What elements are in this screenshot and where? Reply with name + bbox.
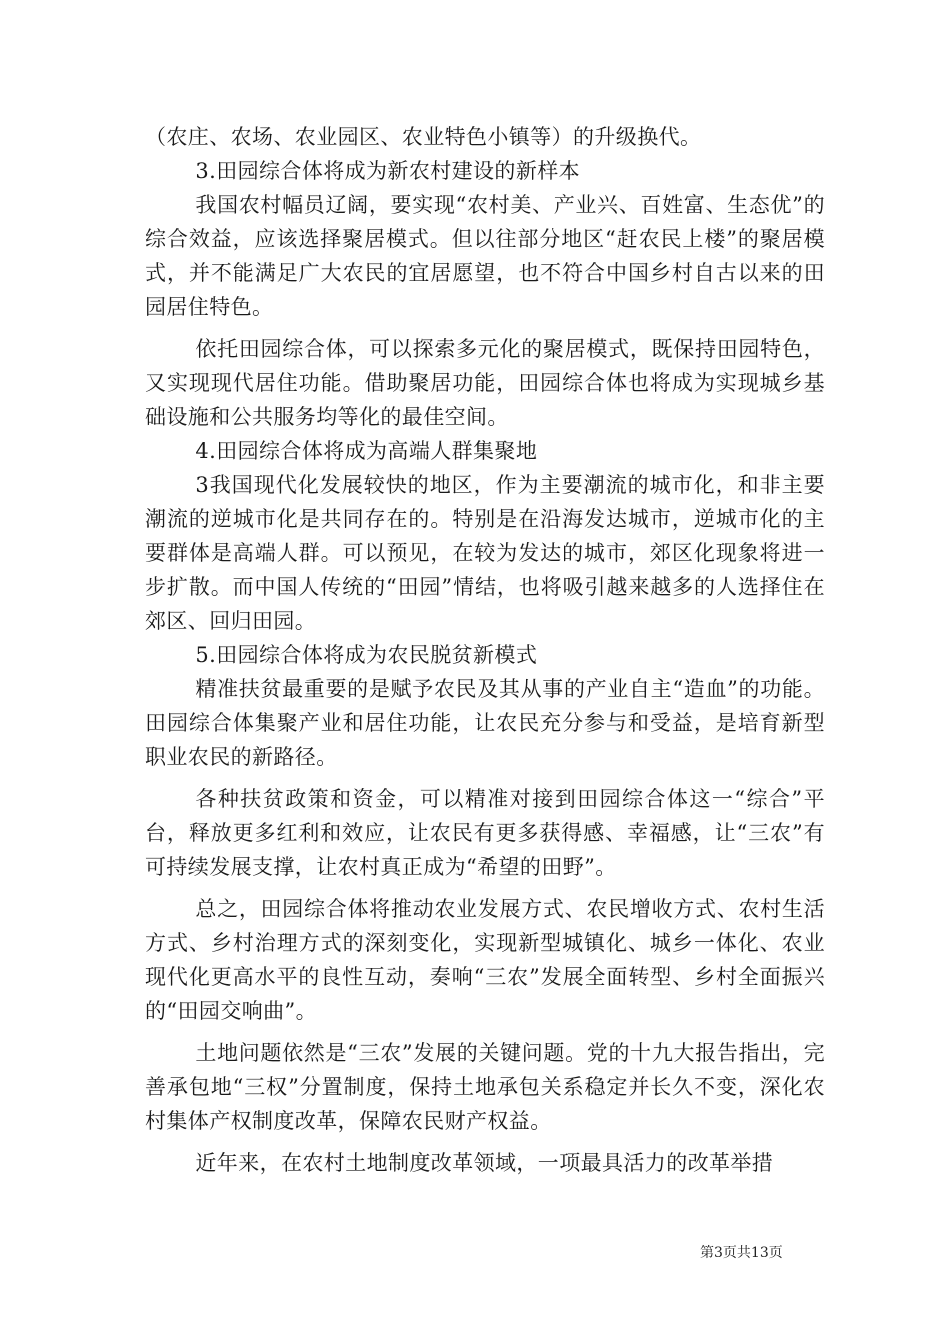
document-body [145, 120, 825, 1180]
section-heading-4: 4.田园综合体将成为高端人群集聚地 [195, 439, 538, 463]
section-heading-5: 5.田园综合体将成为农民脱贫新模式 [195, 643, 538, 667]
paragraph: 我国农村幅员辽阔，要实现“农村美、产业兴、百姓富、生态优”的综合效益，应该选择聚居模式。但以往部分地区“赶农民上楼”的聚居模式，并不能满足广大农民的宜居愿望，也不符合中国乡村自古以来的田园居住特色。 [145, 193, 825, 319]
paragraph-continuation: （农庄、农场、农业园区、农业特色小镇等）的升级换代。 [145, 125, 702, 149]
paragraph: 土地问题依然是“三农”发展的关键问题。党的十九大报告指出，完善承包地“三权”分置制度，保持土地承包关系稳定并长久不变，深化农村集体产权制度改革，保障农民财产权益。 [145, 1041, 825, 1133]
paragraph: 精准扶贫最重要的是赋予农民及其从事的产业自主“造血”的功能。田园综合体集聚产业和居住功能，让农民充分参与和受益，是培育新型职业农民的新路径。 [145, 677, 825, 769]
section-heading-3: 3.田园综合体将成为新农村建设的新样本 [195, 159, 581, 183]
paragraph: 近年来，在农村土地制度改革领域，一项最具活力的改革举措 [195, 1151, 774, 1175]
paragraph: 各种扶贫政策和资金，可以精准对接到田园综合体这一“综合”平台，释放更多红利和效应，让农民有更多获得感、幸福感，让“三农”有可持续发展支撑，让农村真正成为“希望的田野”。 [145, 787, 825, 879]
page-number: 第3页共13页 [700, 1245, 783, 1261]
paragraph: 依托田园综合体，可以探索多元化的聚居模式，既保持田园特色，又实现现代居住功能。借助聚居功能，田园综合体也将成为实现城乡基础设施和公共服务均等化的最佳空间。 [145, 337, 825, 429]
paragraph: 3我国现代化发展较快的地区，作为主要潮流的城市化，和非主要潮流的逆城市化是共同存在的。特别是在沿海发达城市，逆城市化的主要群体是高端人群。可以预见，在较为发达的城市，郊区化现象将进一步扩散。而中国人传统的“田园”情结，也将吸引越来越多的人选择住在郊区、回归田园。 [145, 473, 825, 633]
paragraph: 总之，田园综合体将推动农业发展方式、农民增收方式、农村生活方式、乡村治理方式的深刻变化，实现新型城镇化、城乡一体化、农业现代化更高水平的良性互动，奏响“三农”发展全面转型、乡村全面振兴的“田园交响曲”。 [145, 897, 825, 1023]
